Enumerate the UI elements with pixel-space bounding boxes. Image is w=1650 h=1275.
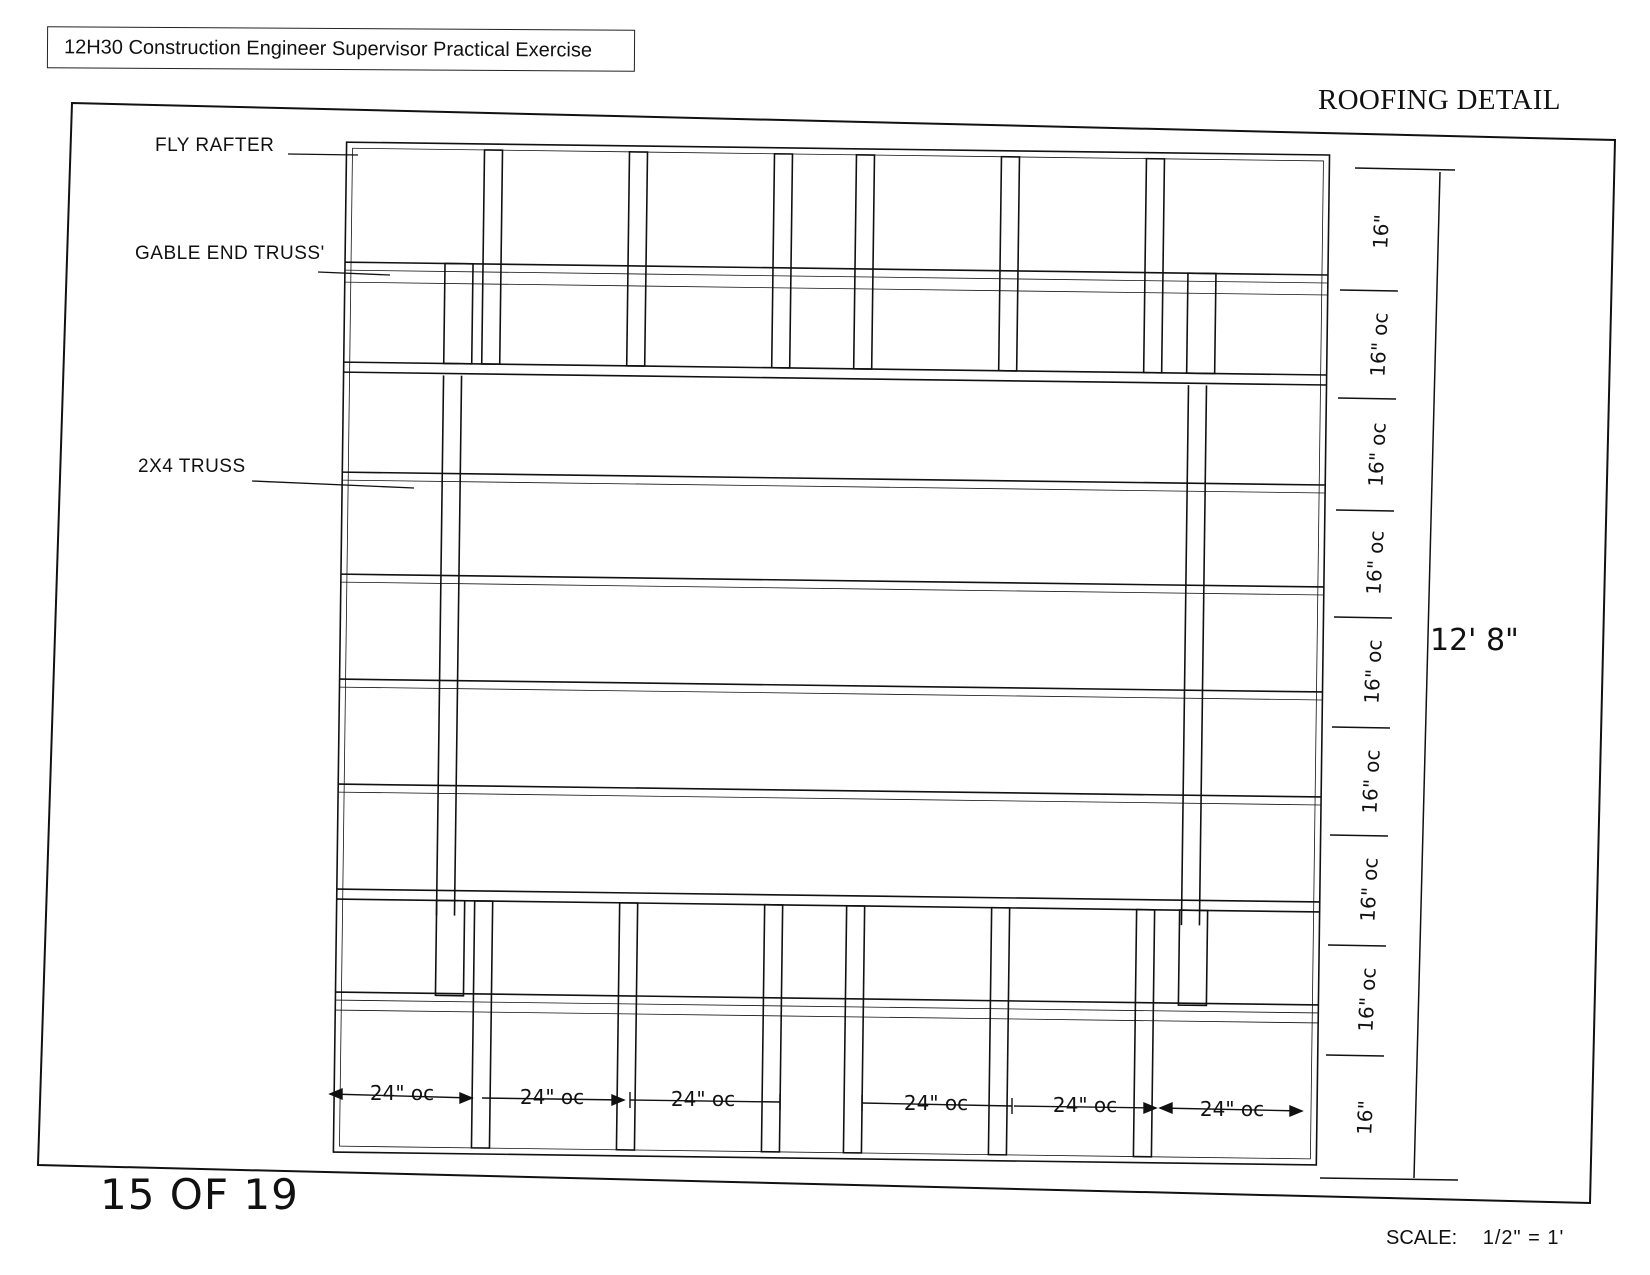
vspace-label: 16" oc: [1353, 966, 1381, 1033]
leader-2x4-truss: [252, 481, 414, 488]
bottom-outriggers: [471, 901, 1154, 1157]
vspace-label: 16" oc: [1355, 856, 1383, 923]
vspace-label: 16": [1368, 213, 1394, 250]
callout-2x4-truss: 2X4 TRUSS: [138, 456, 246, 477]
hspace-label: 24" oc: [670, 1087, 736, 1111]
overall-dimension-line: [1414, 172, 1440, 1178]
fly-rafter-inner: [339, 148, 1323, 1159]
sheet-title: ROOFING DETAIL: [1318, 84, 1561, 116]
course-title: 12H30 Construction Engineer Supervisor Practical Exercise: [63, 36, 593, 62]
right-long-rafter: [1181, 385, 1188, 925]
vspace-label: 16" oc: [1363, 421, 1391, 488]
overall-height-label: 12' 8": [1430, 623, 1519, 658]
vertical-spacing-labels: [1352, 214, 1394, 1136]
vspace-label: 16" oc: [1361, 529, 1389, 596]
bottom-left-corner-block: [435, 900, 464, 995]
truss-lines: [338, 472, 1325, 805]
top-right-corner-block: [1187, 273, 1216, 373]
scale-note: [1386, 1227, 1564, 1250]
leader-gable-end-truss: [318, 272, 390, 275]
callout-gable-end-truss: GABLE END TRUSS': [135, 243, 325, 264]
hspace-label: 24" oc: [519, 1085, 585, 1109]
vspace-label: 16": [1352, 1099, 1378, 1136]
vspace-label: 16" oc: [1365, 311, 1393, 378]
leader-fly-rafter: [288, 154, 358, 155]
hspace-label: 24" oc: [1199, 1097, 1265, 1121]
horizontal-dimension-string: [330, 1089, 1302, 1116]
top-outriggers: [482, 150, 1165, 373]
scale-value: 1/2" = 1': [1482, 1227, 1565, 1249]
bottom-gable-truss: [335, 992, 1318, 1005]
framing-plan: [333, 142, 1329, 1165]
callout-leaders: [252, 154, 414, 488]
hspace-label: 24" oc: [1052, 1093, 1118, 1117]
scale-label: SCALE:: [1386, 1227, 1458, 1249]
top-gable-truss: [345, 262, 1328, 275]
top-left-corner-block: [444, 263, 473, 363]
page-number: 15 OF 19: [100, 1170, 299, 1219]
vspace-label: 16" oc: [1359, 638, 1387, 705]
vspace-label: 16" oc: [1357, 748, 1385, 815]
horizontal-spacing-labels: [370, 1081, 1264, 1121]
bottom-ridge-line: [337, 889, 1320, 902]
hspace-label: 24" oc: [369, 1081, 435, 1105]
bottom-right-corner-block: [1178, 910, 1207, 1005]
hspace-label: 24" oc: [903, 1091, 969, 1115]
callout-fly-rafter: FLY RAFTER: [155, 135, 275, 156]
left-long-rafter: [436, 375, 443, 915]
